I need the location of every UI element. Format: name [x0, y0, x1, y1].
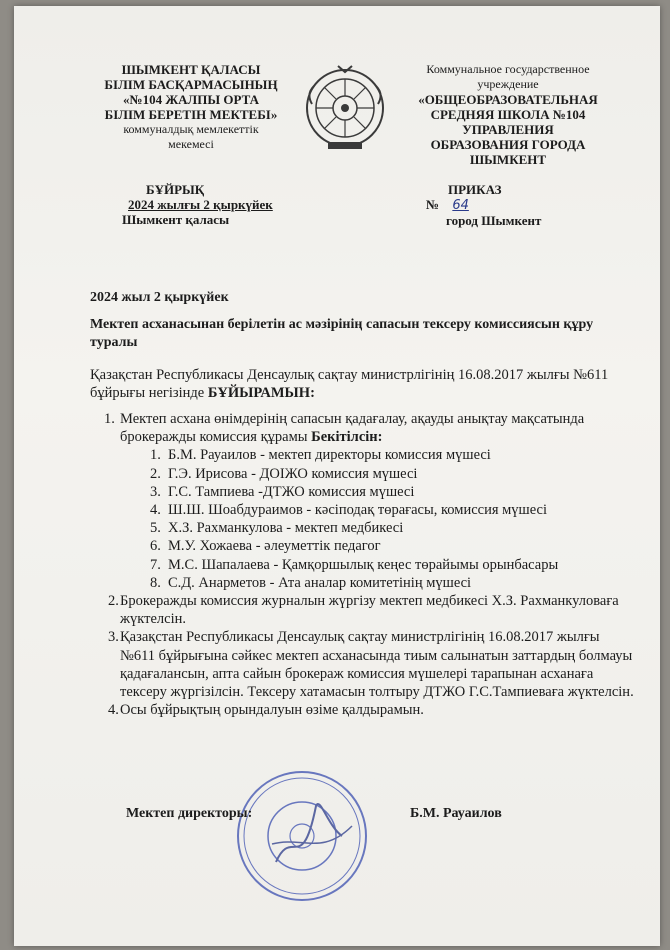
state-emblem-icon	[304, 64, 386, 154]
item-text: Брокеражды комиссия журналын жүргізу мектеп медбикесі Х.З. Рахманкуловаға жүктелсін.	[120, 593, 619, 628]
document-date: 2024 жыл 2 қыркүйек	[90, 290, 229, 305]
order-city-kz: Шымкент қаласы	[122, 212, 230, 227]
order-label-ru: ПРИКАЗ	[448, 182, 502, 197]
order-block-left	[122, 182, 273, 227]
header-left	[76, 62, 306, 152]
header-right-line: ОБРАЗОВАНИЯ ГОРОДА	[430, 137, 586, 152]
signature-name: Б.М. Рауаилов	[410, 806, 502, 821]
official-stamp-icon	[232, 766, 372, 906]
header-left-line: БІЛІМ БЕРЕТІН МЕКТЕБІ»	[104, 107, 278, 122]
list-item	[90, 410, 636, 446]
order-block-right	[422, 182, 541, 228]
order-number-prefix: №	[426, 197, 440, 212]
item-number: 1.	[104, 411, 115, 427]
header-left-line: ШЫМКЕНТ ҚАЛАСЫ	[121, 62, 261, 77]
header-left-line: «№104 ЖАЛПЫ ОРТА	[123, 92, 259, 107]
header-left-line: БІЛІМ БАСҚАРМАСЫНЫҢ	[104, 77, 278, 92]
order-number: 64	[452, 198, 469, 213]
member-item: 3. Г.С. Тампиева -ДТЖО комиссия мүшесі	[150, 483, 415, 500]
member-item: 8. С.Д. Анарметов - Ата аналар комитетінің мүшесі	[150, 574, 472, 591]
header-right-line: учреждение	[477, 77, 539, 91]
member-item: 2. Г.Э. Ирисова - ДОІЖО комиссия мүшесі	[150, 465, 418, 482]
order-city-ru: город Шымкент	[446, 213, 542, 228]
item-text: Қазақстан Республикасы Денсаулық сақтау министрлігінің 16.08.2017 жылғы №611 бұйрығына сәйкес мектеп асханасында тиым салынатын заттардың болмауы қадағалансын, апта сайын брокераж комиссия мүшелері тарапынан асханаға тексеру жүргізілсін. Тексеру хатамасын толтыру ДТЖО Г.С.Тампиеваға жүктелсін.	[120, 629, 634, 701]
signature-role: Мектеп директоры:	[126, 806, 253, 821]
item-number: 3.	[108, 629, 119, 646]
member-item: 6. М.У. Хожаева - әлеуметтік педагог	[150, 538, 381, 555]
member-item: 4. Ш.Ш. Шоабдураимов - кәсіподақ төрағасы, комиссия мүшесі	[150, 502, 547, 519]
order-label-kz: БҰЙРЫҚ	[146, 182, 205, 197]
list-item	[90, 701, 636, 719]
header-right	[388, 62, 628, 167]
document-page	[14, 6, 660, 946]
intro-paragraph	[90, 366, 630, 402]
intro-bold: БҰЙЫРАМЫН:	[207, 385, 315, 401]
header-right-line: СРЕДНЯЯ ШКОЛА №104	[430, 107, 586, 122]
header-left-line: мекемесі	[168, 137, 214, 151]
document-title: Мектеп асханасынан берілетін ас мәзірінің сапасын тексеру комиссиясын құру туралы	[90, 317, 594, 350]
order-items-list	[90, 410, 636, 719]
intro-text: Қазақстан Республикасы Денсаулық сақтау министрлігінің 16.08.2017 жылғы №611 бұйрығы негізінде	[90, 367, 609, 401]
item-text: Осы бұйрықтың орындалуын өзіме қалдырамын.	[120, 702, 424, 719]
header-right-line: Коммунальное государственное	[426, 62, 590, 76]
member-item: 7. М.С. Шапалаева - Қамқоршылық кеңес төрайымы орынбасары	[150, 556, 559, 573]
header-right-line: УПРАВЛЕНИЯ	[462, 122, 554, 137]
list-item	[90, 592, 636, 628]
member-item: 1. Б.М. Рауаилов - мектеп директоры комиссия мүшесі	[150, 447, 491, 464]
item-bold: Бекітілсін:	[311, 429, 383, 446]
item-number: 4.	[108, 702, 119, 719]
header-left-line: коммуналдық мемлекеттік	[123, 122, 259, 136]
member-item: 5. Х.З. Рахманкулова - мектеп медбикесі	[150, 520, 404, 537]
item-text: Мектеп асхана өнімдерінің сапасын қадағалау, ақауды анықтау мақсатында брокеражды комиссия құрамы	[120, 411, 585, 446]
order-date-kz: 2024 жылғы 2 қыркүйек	[128, 197, 273, 212]
header-right-line: «ОБЩЕОБРАЗОВАТЕЛЬНАЯ	[418, 92, 598, 107]
header-right-line: ШЫМКЕНТ	[469, 152, 547, 167]
list-item	[90, 628, 636, 701]
item-number: 2.	[108, 593, 119, 610]
